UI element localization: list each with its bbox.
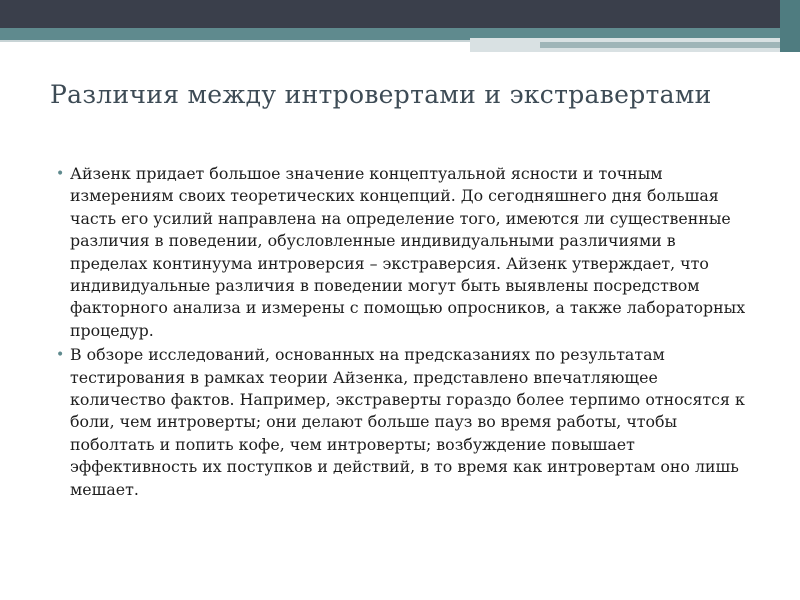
header-accent-inner: [540, 42, 780, 48]
slide-body: [56, 163, 756, 503]
bullet-icon: •: [56, 347, 65, 364]
slide-title: Различия между интровертами и экстравертами: [50, 80, 712, 109]
bullet-item-1: [56, 163, 756, 342]
bullet-text-1: Айзенк придает большое значение концептуальной ясности и точным измерениям своих теоретических концепций. До сегодняшнего дня большая часть его усилий направлена на определение того, имеются ли существенные различия в поведении, обусловленные индивидуальными различиями в пределах континуума интроверсия – экстраверсия. Айзенк утверждает, что индивидуальные различия в поведении могут быть выявлены посредством факторного анализа и измерены с помощью опросников, а также лабораторных процедур.: [70, 164, 746, 340]
header-bar: [0, 0, 800, 28]
bullet-text-2: В обзоре исследований, основанных на предсказаниях по результатам тестирования в рамках теории Айзенка, представлено впечатляющее количество фактов. Например, экстраверты гораздо более терпимо относятся к боли, чем интроверты; они делают больше пауз во время работы, чтобы поболтать и попить кофе, чем интроверты; возбуждение повышает эффективность их поступков и действий, в то время как интровертам оно лишь мешает.: [70, 345, 745, 499]
header-corner-accent: [780, 0, 800, 52]
bullet-icon: •: [56, 166, 65, 182]
header-divider-line: [0, 40, 470, 42]
bullet-item-2: [56, 344, 756, 501]
